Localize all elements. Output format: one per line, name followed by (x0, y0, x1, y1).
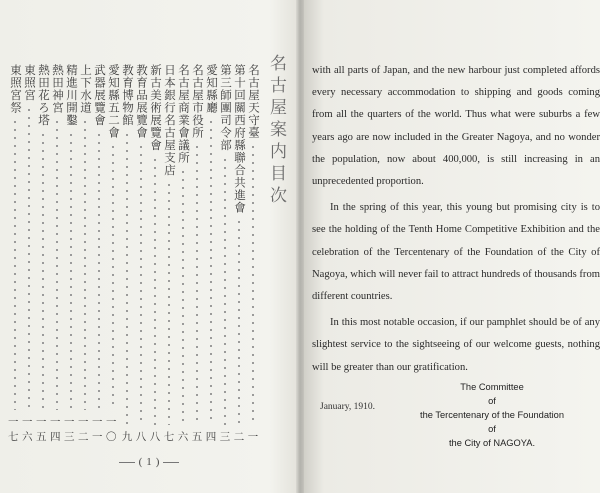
toc-entry-title: 日本銀行名古屋支店 (163, 64, 175, 177)
toc-entry-title: 名古屋天守臺 (247, 64, 259, 139)
toc-entry-page: 七 (163, 432, 175, 443)
toc-entry-page: 一五 (36, 417, 47, 443)
page-number-paren-close: ) (155, 456, 160, 468)
toc-entry-title: 教育品展覽會 (135, 64, 147, 139)
toc-entry-title: 熱田花ろ塔 (37, 64, 49, 127)
toc-entry (50, 64, 64, 444)
committee-line-2: of (488, 396, 496, 406)
toc-entry-title: 愛知縣廳 (205, 64, 217, 114)
toc-entry (148, 64, 162, 444)
toc-entry (232, 64, 246, 444)
toc-entry-page: 二 (233, 432, 245, 443)
toc-entry-title: 上下水道 (79, 64, 91, 114)
toc-entry (8, 64, 22, 444)
toc-dot-leader (140, 143, 142, 425)
toc-entry (246, 64, 260, 444)
toc-dot-leader (238, 218, 240, 425)
committee-signature (392, 380, 592, 450)
date: January, 1910. (320, 402, 376, 412)
toc-entry-page: 一 (247, 432, 259, 443)
page-number-rule-left (119, 462, 135, 463)
toc-entry-page: 六 (177, 432, 189, 443)
right-page (302, 0, 600, 493)
toc-entry-page: 一〇 (106, 417, 117, 443)
toc-dot-leader (126, 131, 128, 426)
toc-dot-leader (182, 168, 184, 425)
toc-entry (36, 64, 50, 444)
toc-dot-leader (154, 156, 156, 426)
toc-entry-title: 第十回關西府縣聯合共進會 (233, 64, 245, 214)
toc-entry (64, 64, 78, 444)
intro-text (312, 60, 600, 383)
toc-entry-page: 一六 (22, 417, 33, 443)
toc-entry-page: 八 (135, 432, 147, 443)
toc-entry-title: 名古屋商業會議所 (177, 64, 189, 164)
toc-entry-page: 一四 (50, 417, 61, 443)
toc-dot-leader (42, 131, 44, 411)
toc-dot-leader (28, 106, 30, 411)
committee-line-5: the City of NAGOYA. (448, 438, 536, 448)
toc-entry-page: 一二 (78, 417, 89, 443)
toc-entry-title: 新古美術展覽會 (149, 64, 161, 152)
toc-entry-page: 四 (205, 432, 217, 443)
intro-paragraph-2: In the spring of this year, this young but promising city is to see the holding of the Tenth Home Competitive Exhibition and the celebration of the Tercentenary of the Foundation of the City of Nagoya, which will never fail to attract hundreds of thousands from different countries. (312, 202, 600, 303)
toc-entry-page: 三 (219, 432, 231, 443)
toc-entry (120, 64, 134, 444)
toc-entry (190, 64, 204, 444)
toc-dot-leader (224, 156, 226, 426)
toc-dot-leader (84, 118, 86, 410)
toc-entry (162, 64, 176, 444)
committee-line-4: of (488, 424, 496, 434)
toc-entry-title: 教育博物館 (121, 64, 133, 127)
toc-entry (176, 64, 190, 444)
page-number-paren-open: ( (138, 456, 143, 468)
toc-entry-title: 熱田神宮 (51, 64, 63, 114)
toc-entry-title: 武器展覽會 (93, 64, 105, 127)
toc-dot-leader (14, 118, 16, 410)
left-page (0, 0, 298, 493)
toc-entry (78, 64, 92, 444)
toc-dot-leader (196, 143, 198, 425)
toc-entry-title: 愛知縣五二會 (107, 64, 119, 139)
toc-entry (204, 64, 218, 444)
toc-entry-title: 第三師團司令部 (219, 64, 231, 152)
toc-entry (92, 64, 106, 444)
toc-dot-leader (56, 118, 58, 410)
toc-entry-title: 精進川開鑿 (65, 64, 77, 127)
table-of-contents (8, 64, 260, 444)
toc-dot-leader (112, 143, 114, 410)
toc-entry-title: 東照宮祭 (9, 64, 21, 114)
toc-entry-page: 一一 (92, 417, 103, 443)
toc-title: 名古屋案内目次 (267, 54, 286, 208)
toc-entry-page: 一三 (64, 417, 75, 443)
toc-entry-title: 名古屋市役所 (191, 64, 203, 139)
toc-dot-leader (210, 118, 212, 425)
toc-entry (22, 64, 36, 444)
toc-entry-page: 五 (191, 432, 203, 443)
page-number-rule-right (163, 462, 179, 463)
intro-paragraph-1: with all parts of Japan, and the new harbour just completed affords every necessary accommodation to shipping and goods coming from all the quarters of the world. Thus what were suburbs a few years ago are now included in the Greater Nagoya, and no wonder the population, now about 400,000, is still increasing in an unprecedented proportion. (312, 65, 600, 188)
toc-dot-leader (168, 181, 170, 426)
toc-entry-page: 一七 (8, 417, 19, 443)
toc-dot-leader (252, 143, 254, 425)
page-number (117, 456, 181, 468)
committee-line-1: The Committee (460, 382, 524, 392)
toc-entry (218, 64, 232, 444)
toc-entry (106, 64, 120, 444)
page-number-value: 1 (146, 456, 152, 468)
toc-entry (134, 64, 148, 444)
toc-entry-page: 九 (121, 432, 133, 443)
toc-entry-page: 八 (149, 432, 161, 443)
toc-dot-leader (70, 131, 72, 411)
toc-dot-leader (98, 131, 100, 411)
toc-entry-title: 東照宮 (23, 64, 35, 102)
intro-paragraph-3: In this most notable occasion, if our pamphlet should be of any slightest service to the sightseeing of our welcome guests, nothing will be greater than our gratification. (312, 317, 600, 373)
committee-line-3: the Tercentenary of the Foundation (419, 410, 565, 420)
